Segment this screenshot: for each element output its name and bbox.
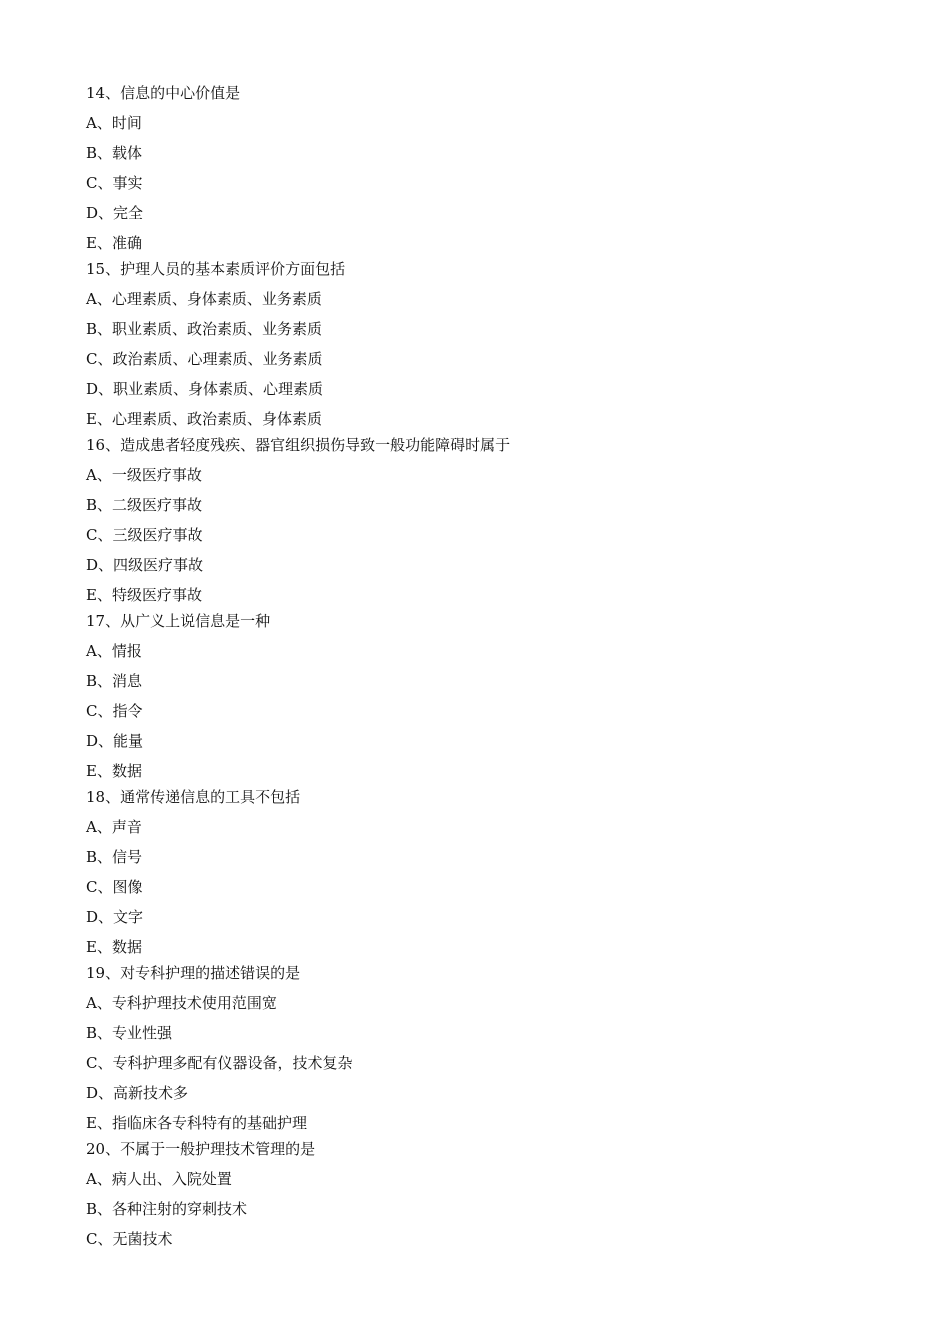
question-18-stem: 18、通常传递信息的工具不包括	[86, 788, 301, 806]
question-17-stem: 17、从广义上说信息是一种	[86, 612, 271, 630]
question-17-option-b: B、消息	[86, 672, 143, 690]
question-18-option-b: B、信号	[86, 848, 143, 866]
question-16-option-e: E、特级医疗事故	[86, 586, 202, 604]
question-19-option-e: E、指临床各专科特有的基础护理	[86, 1114, 307, 1132]
question-17-option-d: D、能量	[86, 732, 144, 750]
question-14-option-a: A、时间	[86, 114, 142, 132]
question-19-option-a: A、专科护理技术使用范围宽	[86, 994, 277, 1012]
question-15-option-c: C、政治素质、心理素质、业务素质	[86, 350, 323, 368]
question-19-stem: 19、对专科护理的描述错误的是	[86, 964, 301, 982]
question-18-option-d: D、文字	[86, 908, 144, 926]
question-15-option-a: A、心理素质、身体素质、业务素质	[86, 290, 322, 308]
question-20-option-a: A、病人出、入院处置	[86, 1170, 232, 1188]
question-16-option-a: A、一级医疗事故	[86, 466, 202, 484]
question-17-option-e: E、数据	[86, 762, 142, 780]
question-16-option-c: C、三级医疗事故	[86, 526, 203, 544]
question-19-option-d: D、高新技术多	[86, 1084, 189, 1102]
question-19-option-b: B、专业性强	[86, 1024, 173, 1042]
question-16-option-b: B、二级医疗事故	[86, 496, 203, 514]
question-15-stem: 15、护理人员的基本素质评价方面包括	[86, 260, 346, 278]
question-17-option-c: C、指令	[86, 702, 143, 720]
question-14-option-b: B、载体	[86, 144, 143, 162]
question-14-stem: 14、信息的中心价值是	[86, 84, 241, 102]
question-18-option-e: E、数据	[86, 938, 142, 956]
question-14-option-e: E、准确	[86, 234, 142, 252]
question-16-stem: 16、造成患者轻度残疾、器官组织损伤导致一般功能障碍时属于	[86, 436, 511, 454]
question-14-option-d: D、完全	[86, 204, 144, 222]
question-20-option-b: B、各种注射的穿刺技术	[86, 1200, 248, 1218]
question-16-option-d: D、四级医疗事故	[86, 556, 204, 574]
question-18-option-c: C、图像	[86, 878, 143, 896]
question-19-option-c: C、专科护理多配有仪器设备，技术复杂	[86, 1054, 353, 1072]
question-17-option-a: A、情报	[86, 642, 142, 660]
question-18-option-a: A、声音	[86, 818, 142, 836]
question-15-option-e: E、心理素质、政治素质、身体素质	[86, 410, 322, 428]
question-14-option-c: C、事实	[86, 174, 143, 192]
question-20-stem: 20、不属于一般护理技术管理的是	[86, 1140, 316, 1158]
question-20-option-c: C、无菌技术	[86, 1230, 173, 1248]
question-15-option-d: D、职业素质、身体素质、心理素质	[86, 380, 324, 398]
question-15-option-b: B、职业素质、政治素质、业务素质	[86, 320, 323, 338]
